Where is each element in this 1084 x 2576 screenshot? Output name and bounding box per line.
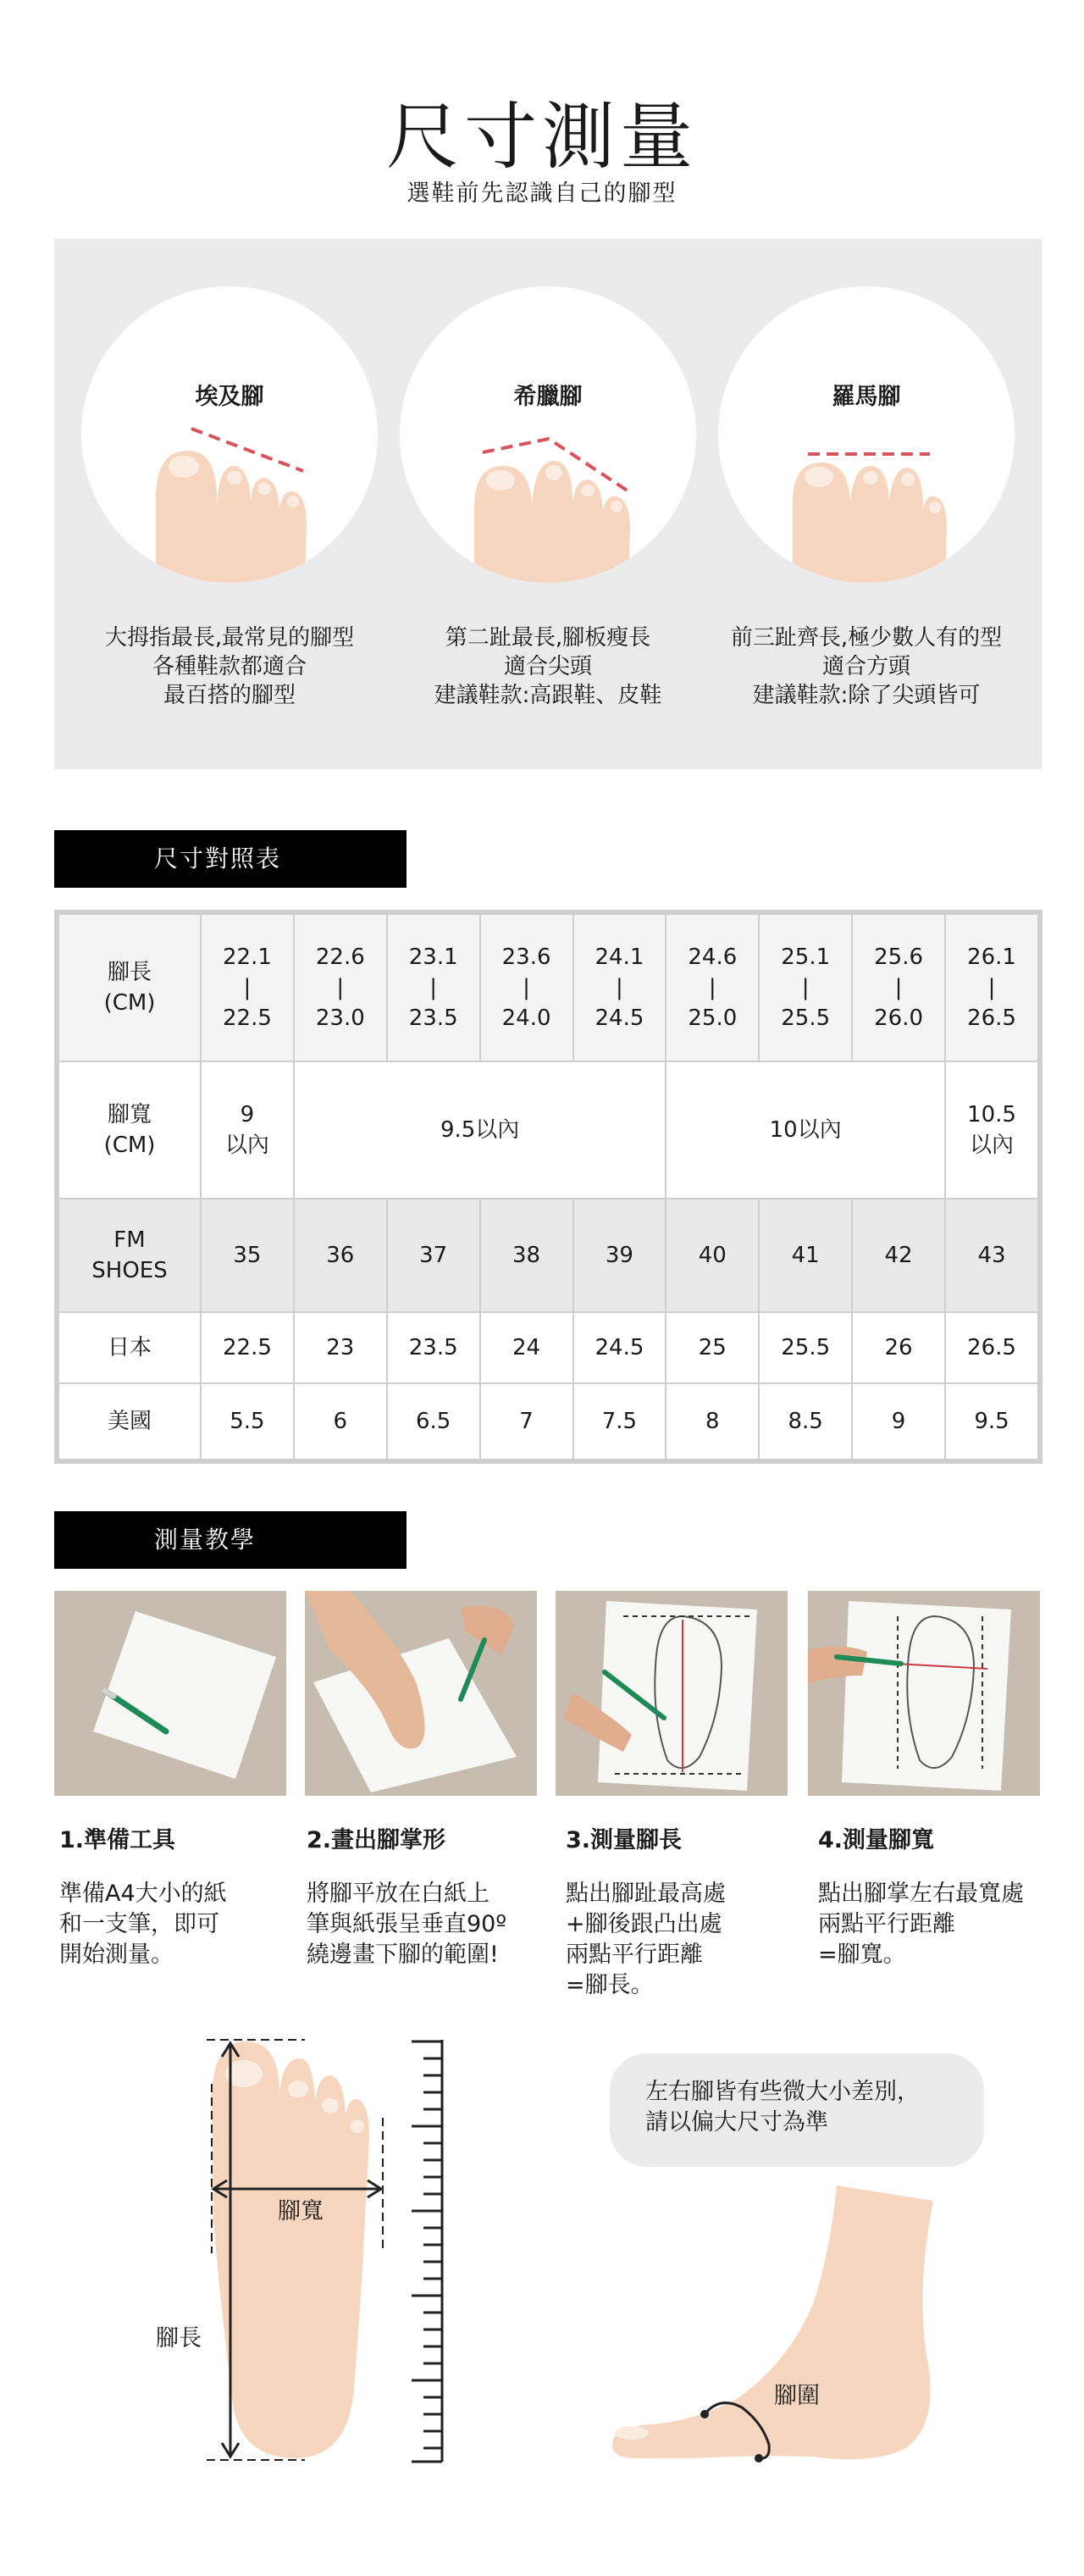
step-4-title: 4.測量腳寬 [818, 1827, 935, 1853]
table-cell: 9.5 [945, 1383, 1038, 1460]
table-cell: 8 [666, 1383, 759, 1460]
table-cell: 24.1 | 24.5 [573, 914, 666, 1061]
step-2-photo [305, 1591, 537, 1796]
table-cell: 43 [945, 1199, 1038, 1312]
table-cell: 38 [480, 1199, 573, 1312]
table-cell: 26 [852, 1312, 945, 1383]
row-label: 日本 [58, 1312, 201, 1383]
table-cell: 5.5 [201, 1383, 294, 1460]
foot-type-desc: 大拇指最長,最常見的腳型 各種鞋款都適合 最百搭的腳型 [104, 625, 355, 708]
table-row-width [58, 1061, 1038, 1199]
step-1-title: 1.準備工具 [59, 1827, 176, 1853]
foot-types-panel [54, 239, 1042, 769]
table-cell: 23 [294, 1312, 387, 1383]
foot-top-view-diagram [195, 2033, 466, 2490]
foot-type-egyptian [81, 286, 378, 710]
table-cell: 9 [852, 1383, 945, 1460]
table-row-jp [58, 1312, 1038, 1383]
foot-type-name: 埃及腳 [195, 384, 264, 410]
size-table [54, 910, 1043, 1464]
step-2-title: 2.畫出腳掌形 [307, 1827, 446, 1853]
tutorial-heading: 測量教學 [54, 1511, 406, 1569]
egyptian-foot-icon [81, 286, 378, 583]
foot-type-roman [718, 286, 1015, 710]
foot-type-name: 羅馬腳 [832, 384, 901, 410]
table-cell: 36 [294, 1199, 387, 1312]
table-cell: 40 [666, 1199, 759, 1312]
foot-type-greek [400, 286, 696, 710]
table-cell: 25 [666, 1312, 759, 1383]
table-cell: 22.1 | 22.5 [201, 914, 294, 1061]
table-cell: 22.5 [201, 1312, 294, 1383]
table-cell: 9 以內 [201, 1061, 294, 1199]
table-cell: 7 [480, 1383, 573, 1460]
table-cell: 26.5 [945, 1312, 1038, 1383]
table-cell: 25.1 | 25.5 [759, 914, 852, 1061]
table-cell: 23.6 | 24.0 [480, 914, 573, 1061]
roman-foot-icon [718, 286, 1015, 583]
step-4-photo [808, 1591, 1040, 1796]
table-cell: 25.6 | 26.0 [852, 914, 945, 1061]
foot-type-desc: 前三趾齊長,極少數人有的型 適合方頭 建議鞋款:除了尖頭皆可 [730, 625, 1003, 708]
table-row-us [58, 1383, 1038, 1460]
table-cell: 25.5 [759, 1312, 852, 1383]
step-1-desc: 準備A4大小的紙 和一支筆，即可 開始測量。 [59, 1881, 227, 1968]
size-note-bubble: 左右腳皆有些微大小差別， 請以偏大尺寸為準 [610, 2053, 984, 2167]
table-row-fm [58, 1199, 1038, 1312]
foot-type-desc: 第二趾最長,腳板瘦長 適合尖頭 建議鞋款:高跟鞋、皮鞋 [434, 625, 662, 708]
table-cell: 35 [201, 1199, 294, 1312]
table-cell: 24 [480, 1312, 573, 1383]
table-cell: 26.1 | 26.5 [945, 914, 1038, 1061]
step-3-desc: 點出腳趾最高處 +腳後跟凸出處 兩點平行距離 =腳長。 [566, 1881, 726, 1998]
foot-type-circle [400, 286, 696, 583]
table-cell: 23.1 | 23.5 [387, 914, 480, 1061]
table-cell: 10.5 以內 [945, 1061, 1038, 1199]
row-label: 腳寬 (CM) [58, 1061, 201, 1199]
table-cell: 23.5 [387, 1312, 480, 1383]
foot-type-name: 希臘腳 [513, 384, 583, 410]
step-4-desc: 點出腳掌左右最寬處 兩點平行距離 =腳寬。 [818, 1881, 1024, 1968]
row-label: FM SHOES [58, 1199, 201, 1312]
table-cell: 9.5以內 [294, 1061, 666, 1199]
table-cell: 7.5 [573, 1383, 666, 1460]
greek-foot-icon [400, 286, 696, 583]
size-chart-heading: 尺寸對照表 [54, 830, 406, 888]
foot-type-circle [81, 286, 378, 583]
page-title: 尺寸測量 [386, 95, 698, 180]
table-cell: 6.5 [387, 1383, 480, 1460]
table-cell: 41 [759, 1199, 852, 1312]
foot-girth-label: 腳圍 [774, 2383, 820, 2409]
table-cell: 39 [573, 1199, 666, 1312]
table-cell: 37 [387, 1199, 480, 1312]
row-label: 腳長 (CM) [58, 914, 201, 1061]
foot-width-label: 腳寬 [278, 2198, 324, 2224]
foot-length-label: 腳長 [156, 2325, 202, 2352]
table-cell: 8.5 [759, 1383, 852, 1460]
row-label: 美國 [58, 1383, 201, 1460]
table-cell: 42 [852, 1199, 945, 1312]
table-cell: 24.6 | 25.0 [666, 914, 759, 1061]
table-cell: 6 [294, 1383, 387, 1460]
table-cell: 24.5 [573, 1312, 666, 1383]
page-subtitle: 選鞋前先認識自己的腳型 [406, 180, 678, 207]
table-row-length [58, 914, 1038, 1061]
step-3-title: 3.測量腳長 [566, 1827, 683, 1853]
step-2-desc: 將腳平放在白紙上 筆與紙張呈垂直90º 繞邊畫下腳的範圍! [307, 1881, 507, 1968]
table-cell: 10以內 [666, 1061, 945, 1199]
table-cell: 22.6 | 23.0 [294, 914, 387, 1061]
step-1-photo [54, 1591, 286, 1796]
foot-side-view-diagram [601, 2185, 957, 2474]
foot-type-circle [718, 286, 1015, 583]
step-3-photo [556, 1591, 788, 1796]
